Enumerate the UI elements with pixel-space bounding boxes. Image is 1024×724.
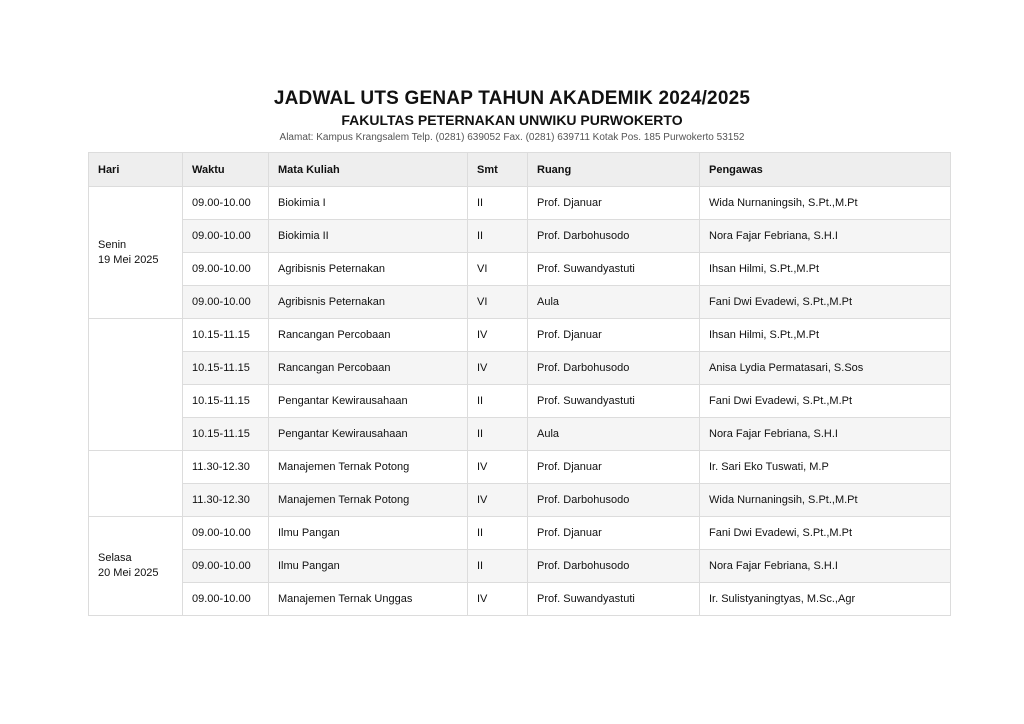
cell-smt: II — [468, 550, 528, 583]
table-row — [89, 451, 951, 484]
page-subtitle: FAKULTAS PETERNAKAN UNWIKU PURWOKERTO — [341, 112, 683, 128]
cell-ruang: Aula — [528, 286, 700, 319]
cell-pengawas: Nora Fajar Febriana, S.H.I — [700, 550, 951, 583]
cell-mata-kuliah: Manajemen Ternak Potong — [269, 451, 468, 484]
cell-waktu: 09.00-10.00 — [183, 286, 269, 319]
column-header-smt: Smt — [468, 153, 528, 187]
table-row — [89, 517, 951, 550]
day-name: Selasa — [98, 552, 132, 564]
table-row — [89, 385, 951, 418]
cell-ruang: Prof. Djanuar — [528, 451, 700, 484]
cell-mata-kuliah: Pengantar Kewirausahaan — [269, 385, 468, 418]
cell-smt: II — [468, 385, 528, 418]
cell-mata-kuliah: Rancangan Percobaan — [269, 352, 468, 385]
cell-mata-kuliah: Agribisnis Peternakan — [269, 286, 468, 319]
column-header-waktu: Waktu — [183, 153, 269, 187]
cell-waktu: 09.00-10.00 — [183, 517, 269, 550]
table-row — [89, 352, 951, 385]
day-cell — [89, 517, 183, 616]
column-header-hari: Hari — [89, 153, 183, 187]
cell-smt: II — [468, 187, 528, 220]
table-row — [89, 484, 951, 517]
day-cell — [89, 187, 183, 319]
cell-smt: II — [468, 220, 528, 253]
cell-smt: VI — [468, 286, 528, 319]
page-title: JADWAL UTS GENAP TAHUN AKADEMIK 2024/2025 — [273, 88, 751, 109]
cell-ruang: Prof. Darbohusodo — [528, 220, 700, 253]
cell-mata-kuliah: Rancangan Percobaan — [269, 319, 468, 352]
cell-ruang: Prof. Djanuar — [528, 517, 700, 550]
table-row — [89, 319, 951, 352]
cell-smt: II — [468, 418, 528, 451]
day-cell — [89, 319, 183, 451]
cell-mata-kuliah: Ilmu Pangan — [269, 517, 468, 550]
cell-mata-kuliah: Ilmu Pangan — [269, 550, 468, 583]
cell-smt: IV — [468, 451, 528, 484]
cell-ruang: Prof. Suwandyastuti — [528, 253, 700, 286]
cell-ruang: Prof. Djanuar — [528, 319, 700, 352]
cell-ruang: Prof. Darbohusodo — [528, 484, 700, 517]
cell-mata-kuliah: Manajemen Ternak Unggas — [269, 583, 468, 616]
day-name: Senin — [98, 238, 127, 251]
cell-ruang: Prof. Suwandyastuti — [528, 583, 700, 616]
column-header-mata-kuliah: Mata Kuliah — [269, 153, 468, 187]
cell-waktu: 10.15-11.15 — [183, 418, 269, 451]
cell-pengawas: Fani Dwi Evadewi, S.Pt.,M.Pt — [700, 286, 951, 319]
table-body — [89, 187, 951, 616]
cell-waktu: 11.30-12.30 — [183, 484, 269, 517]
cell-smt: IV — [468, 583, 528, 616]
table-row — [89, 583, 951, 616]
cell-ruang: Aula — [528, 418, 700, 451]
cell-pengawas: Ihsan Hilmi, S.Pt.,M.Pt — [700, 319, 951, 352]
table-row — [89, 187, 951, 220]
table-row — [89, 550, 951, 583]
cell-mata-kuliah: Biokimia I — [269, 187, 468, 220]
cell-smt: II — [468, 517, 528, 550]
cell-pengawas: Anisa Lydia Permatasari, S.Sos — [700, 352, 951, 385]
document-header — [0, 0, 1024, 144]
column-header-pengawas: Pengawas — [700, 153, 951, 187]
cell-mata-kuliah: Manajemen Ternak Potong — [269, 484, 468, 517]
cell-pengawas: Nora Fajar Febriana, S.H.I — [700, 418, 951, 451]
cell-pengawas: Ir. Sari Eko Tuswati, M.P — [700, 451, 951, 484]
cell-waktu: 10.15-11.15 — [183, 319, 269, 352]
cell-smt: VI — [468, 253, 528, 286]
cell-pengawas: Nora Fajar Febriana, S.H.I — [700, 220, 951, 253]
cell-ruang: Prof. Darbohusodo — [528, 550, 700, 583]
cell-pengawas: Wida Nurnaningsih, S.Pt.,M.Pt — [700, 484, 951, 517]
cell-ruang: Prof. Darbohusodo — [528, 352, 700, 385]
cell-waktu: 10.15-11.15 — [183, 385, 269, 418]
day-date: 19 Mei 2025 — [98, 253, 159, 266]
cell-pengawas: Ir. Sulistyaningtyas, M.Sc.,Agr — [700, 583, 951, 616]
table-row — [89, 286, 951, 319]
cell-waktu: 11.30-12.30 — [183, 451, 269, 484]
cell-mata-kuliah: Agribisnis Peternakan — [269, 253, 468, 286]
cell-mata-kuliah: Biokimia II — [269, 220, 468, 253]
table-row — [89, 418, 951, 451]
day-date: 20 Mei 2025 — [98, 567, 159, 579]
cell-waktu: 09.00-10.00 — [183, 253, 269, 286]
cell-waktu: 09.00-10.00 — [183, 187, 269, 220]
table-header-row — [89, 153, 951, 187]
cell-waktu: 09.00-10.00 — [183, 550, 269, 583]
cell-waktu: 09.00-10.00 — [183, 220, 269, 253]
day-cell — [89, 451, 183, 517]
column-header-ruang: Ruang — [528, 153, 700, 187]
cell-smt: IV — [468, 319, 528, 352]
cell-ruang: Prof. Djanuar — [528, 187, 700, 220]
cell-pengawas: Fani Dwi Evadewi, S.Pt.,M.Pt — [700, 385, 951, 418]
cell-pengawas: Wida Nurnaningsih, S.Pt.,M.Pt — [700, 187, 951, 220]
cell-smt: IV — [468, 484, 528, 517]
cell-waktu: 09.00-10.00 — [183, 583, 269, 616]
table-row — [89, 220, 951, 253]
exam-schedule-table — [88, 152, 951, 616]
cell-waktu: 10.15-11.15 — [183, 352, 269, 385]
cell-mata-kuliah: Pengantar Kewirausahaan — [269, 418, 468, 451]
address-line: Alamat: Kampus Krangsalem Telp. (0281) 639052 Fax. (0281) 639711 Kotak Pos. 185 Purwokerto 53152 — [279, 132, 745, 143]
cell-pengawas: Ihsan Hilmi, S.Pt.,M.Pt — [700, 253, 951, 286]
table-row — [89, 253, 951, 286]
cell-ruang: Prof. Suwandyastuti — [528, 385, 700, 418]
cell-smt: IV — [468, 352, 528, 385]
cell-pengawas: Fani Dwi Evadewi, S.Pt.,M.Pt — [700, 517, 951, 550]
